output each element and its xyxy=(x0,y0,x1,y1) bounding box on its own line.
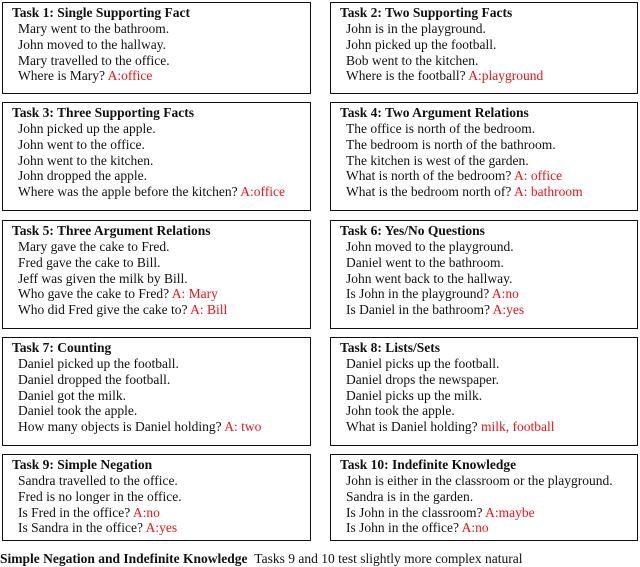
story-line: John is either in the classroom or the playground. xyxy=(346,473,613,488)
question-line xyxy=(340,68,637,84)
story-line: Fred is no longer in the office. xyxy=(18,488,182,504)
story-line: Mary gave the cake to Fred. xyxy=(18,239,170,254)
task-title: Task 6: Yes/No Questions xyxy=(340,223,485,238)
story-line: John picked up the football. xyxy=(346,36,497,52)
answer: A:no xyxy=(491,286,519,302)
question: Where is the football? xyxy=(346,68,466,84)
task-box-5 xyxy=(2,220,311,329)
story-line: Sandra travelled to the office. xyxy=(18,473,178,488)
task-title: Task 8: Lists/Sets xyxy=(340,340,441,355)
task-box-4 xyxy=(330,102,638,211)
question-line xyxy=(12,505,310,521)
question: Is Sandra in the office? xyxy=(18,520,143,536)
question-line xyxy=(340,302,637,318)
task-title: Task 1: Single Supporting Fact xyxy=(12,5,191,20)
story-line: Bob went to the kitchen. xyxy=(346,52,479,68)
story-line: The kitchen is west of the garden. xyxy=(346,152,529,168)
story-line: Fred gave the cake to Bill. xyxy=(18,254,161,270)
story-line: John went to the kitchen. xyxy=(18,152,154,168)
question: Who did Fred give the cake to? xyxy=(18,302,188,318)
task-title: Task 4: Two Argument Relations xyxy=(340,105,529,120)
answer: A:maybe xyxy=(485,504,535,520)
question: Is Daniel in the bathroom? xyxy=(346,302,490,318)
answer: A: bathroom xyxy=(513,184,583,200)
story-line: John went back to the hallway. xyxy=(346,270,513,286)
question-line xyxy=(340,505,637,521)
task-box-9 xyxy=(2,454,311,541)
question-line xyxy=(340,419,637,435)
story-line: Sandra is in the garden. xyxy=(346,488,474,504)
figure-caption xyxy=(0,551,523,567)
story-line: John moved to the hallway. xyxy=(18,36,166,52)
story-line: Daniel picks up the milk. xyxy=(346,387,483,403)
question-line xyxy=(12,520,310,536)
story-line: Jeff was given the milk by Bill. xyxy=(18,270,188,286)
question: How many objects is Daniel holding? xyxy=(18,419,222,435)
task-title: Task 9: Simple Negation xyxy=(12,457,153,472)
story-line: John picked up the apple. xyxy=(18,121,156,136)
task-box-7 xyxy=(2,337,311,446)
answer: A:office xyxy=(240,184,286,200)
task-title: Task 3: Three Supporting Facts xyxy=(12,105,195,120)
question: Who gave the cake to Fred? xyxy=(18,286,170,302)
story-line: Daniel picks up the football. xyxy=(346,356,500,371)
question-line xyxy=(12,419,310,435)
question: Is John in the playground? xyxy=(346,286,490,302)
answer: A: two xyxy=(224,419,262,435)
story-line: Daniel picked up the football. xyxy=(18,356,179,371)
answer: A:yes xyxy=(145,520,178,536)
question: Is Fred in the office? xyxy=(18,504,131,520)
story-line: John moved to the playground. xyxy=(346,239,514,254)
story-line: Daniel dropped the football. xyxy=(18,371,171,387)
task-box-3 xyxy=(2,102,311,211)
story-line: John is in the playground. xyxy=(346,21,486,36)
task-box-8 xyxy=(330,337,638,446)
story-line: Mary travelled to the office. xyxy=(18,52,170,68)
answer: A: Bill xyxy=(190,302,228,318)
question-line xyxy=(340,168,637,184)
question: What is the bedroom north of? xyxy=(346,184,512,200)
answer: A:office xyxy=(107,68,153,84)
question: What is north of the bedroom? xyxy=(346,168,512,184)
task-title: Task 5: Three Argument Relations xyxy=(12,223,211,238)
question: What is Daniel holding? xyxy=(346,419,478,435)
task-box-2 xyxy=(330,2,638,94)
question: Is John in the office? xyxy=(346,520,459,536)
question-line xyxy=(12,68,310,84)
task-box-10 xyxy=(330,454,638,541)
story-line: Daniel got the milk. xyxy=(18,387,126,403)
answer: milk, football xyxy=(480,419,555,435)
story-line: Daniel went to the bathroom. xyxy=(346,254,504,270)
story-line: John went to the office. xyxy=(18,136,145,152)
task-box-1 xyxy=(2,2,311,94)
task-box-6 xyxy=(330,220,638,329)
question-line xyxy=(340,184,637,200)
story-line: John took the apple. xyxy=(346,403,455,419)
answer: A:yes xyxy=(492,302,525,318)
answer: A:playground xyxy=(468,68,544,84)
question-line xyxy=(12,302,310,318)
story-line: Mary went to the bathroom. xyxy=(18,21,170,36)
story-line: John dropped the apple. xyxy=(18,168,147,184)
task-title: Task 7: Counting xyxy=(12,340,112,355)
question-line xyxy=(340,520,637,536)
answer: A:no xyxy=(461,520,489,536)
caption-heading: Simple Negation and Indefinite Knowledge xyxy=(0,551,248,566)
caption-text: Tasks 9 and 10 test slightly more complex natural xyxy=(254,551,523,566)
question-line xyxy=(12,286,310,302)
question-line xyxy=(12,184,310,200)
story-line: The office is north of the bedroom. xyxy=(346,121,536,136)
question: Is John in the classroom? xyxy=(346,504,483,520)
answer: A:no xyxy=(132,504,160,520)
story-line: The bedroom is north of the bathroom. xyxy=(346,136,556,152)
task-title: Task 2: Two Supporting Facts xyxy=(340,5,513,20)
answer: A: Mary xyxy=(171,286,218,302)
story-line: Daniel took the apple. xyxy=(18,403,138,419)
question-line xyxy=(340,286,637,302)
answer: A: office xyxy=(513,168,563,184)
story-line: Daniel drops the newspaper. xyxy=(346,371,499,387)
question: Where is Mary? xyxy=(18,68,105,84)
task-title: Task 10: Indefinite Knowledge xyxy=(340,457,517,472)
question: Where was the apple before the kitchen? xyxy=(18,184,238,200)
